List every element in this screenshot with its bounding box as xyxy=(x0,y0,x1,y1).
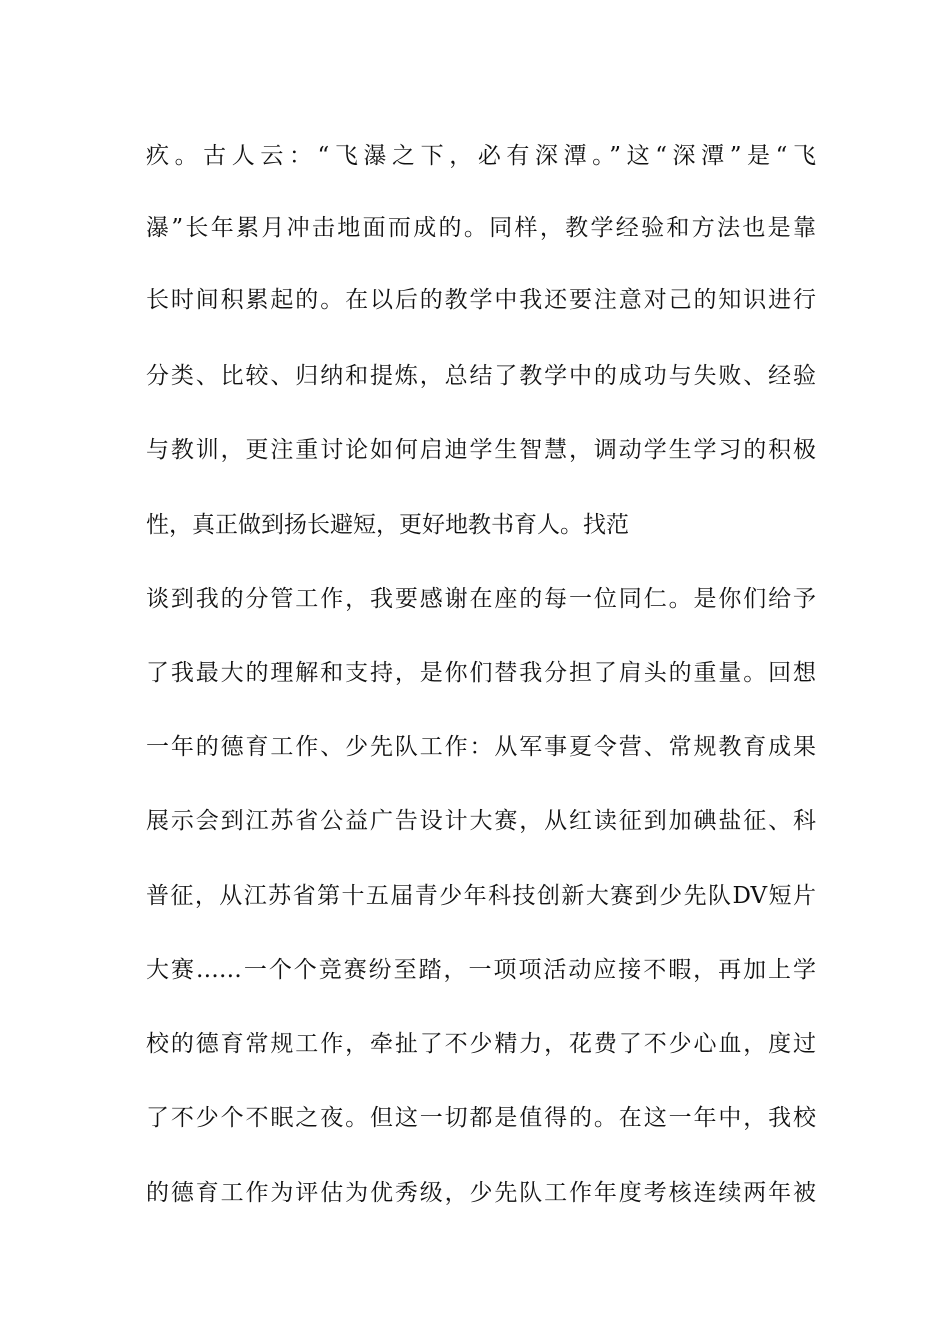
paragraph-line: 校的德育常规工作，牵扯了不少精力，花费了不少心血，度过 xyxy=(146,1031,816,1057)
paragraph-line: 了不少个不眠之夜。但这一切都是值得的。在这一年中，我校 xyxy=(146,1105,816,1131)
paragraph-line: 谈到我的分管工作，我要感谢在座的每一位同仁。是你们给予 xyxy=(146,586,816,612)
paragraph-line: 普征，从江苏省第十五届青少年科技创新大赛到少先队DV短片 xyxy=(146,883,816,909)
paragraph-line: 瀑”长年累月冲击地面而成的。同样，教学经验和方法也是靠 xyxy=(146,215,816,241)
paragraph-line: 大赛……一个个竞赛纷至踏，一项项活动应接不暇，再加上学 xyxy=(146,957,816,983)
paragraph-line: 的德育工作为评估为优秀级，少先队工作年度考核连续两年被 xyxy=(146,1180,816,1206)
paragraph-line: 与教训，更注重讨论如何启迪学生智慧，调动学生学习的积极 xyxy=(146,437,816,463)
paragraph-line: 疚。古人云：“飞瀑之下，必有深潭。”这“深潭”是“飞 xyxy=(146,143,816,169)
paragraph-line: 展示会到江苏省公益广告设计大赛，从红读征到加碘盐征、科 xyxy=(146,808,816,834)
paragraph-line: 一年的德育工作、少先队工作：从军事夏令营、常规教育成果 xyxy=(146,734,816,760)
paragraph-line: 分类、比较、归纳和提炼，总结了教学中的成功与失败、经验 xyxy=(146,363,816,389)
paragraph-line: 长时间积累起的。在以后的教学中我还要注意对己的知识进行 xyxy=(146,287,816,313)
paragraph-line: 性，真正做到扬长避短，更好地教书育人。找范 xyxy=(146,512,629,538)
paragraph-line: 了我最大的理解和支持，是你们替我分担了肩头的重量。回想 xyxy=(146,660,816,686)
